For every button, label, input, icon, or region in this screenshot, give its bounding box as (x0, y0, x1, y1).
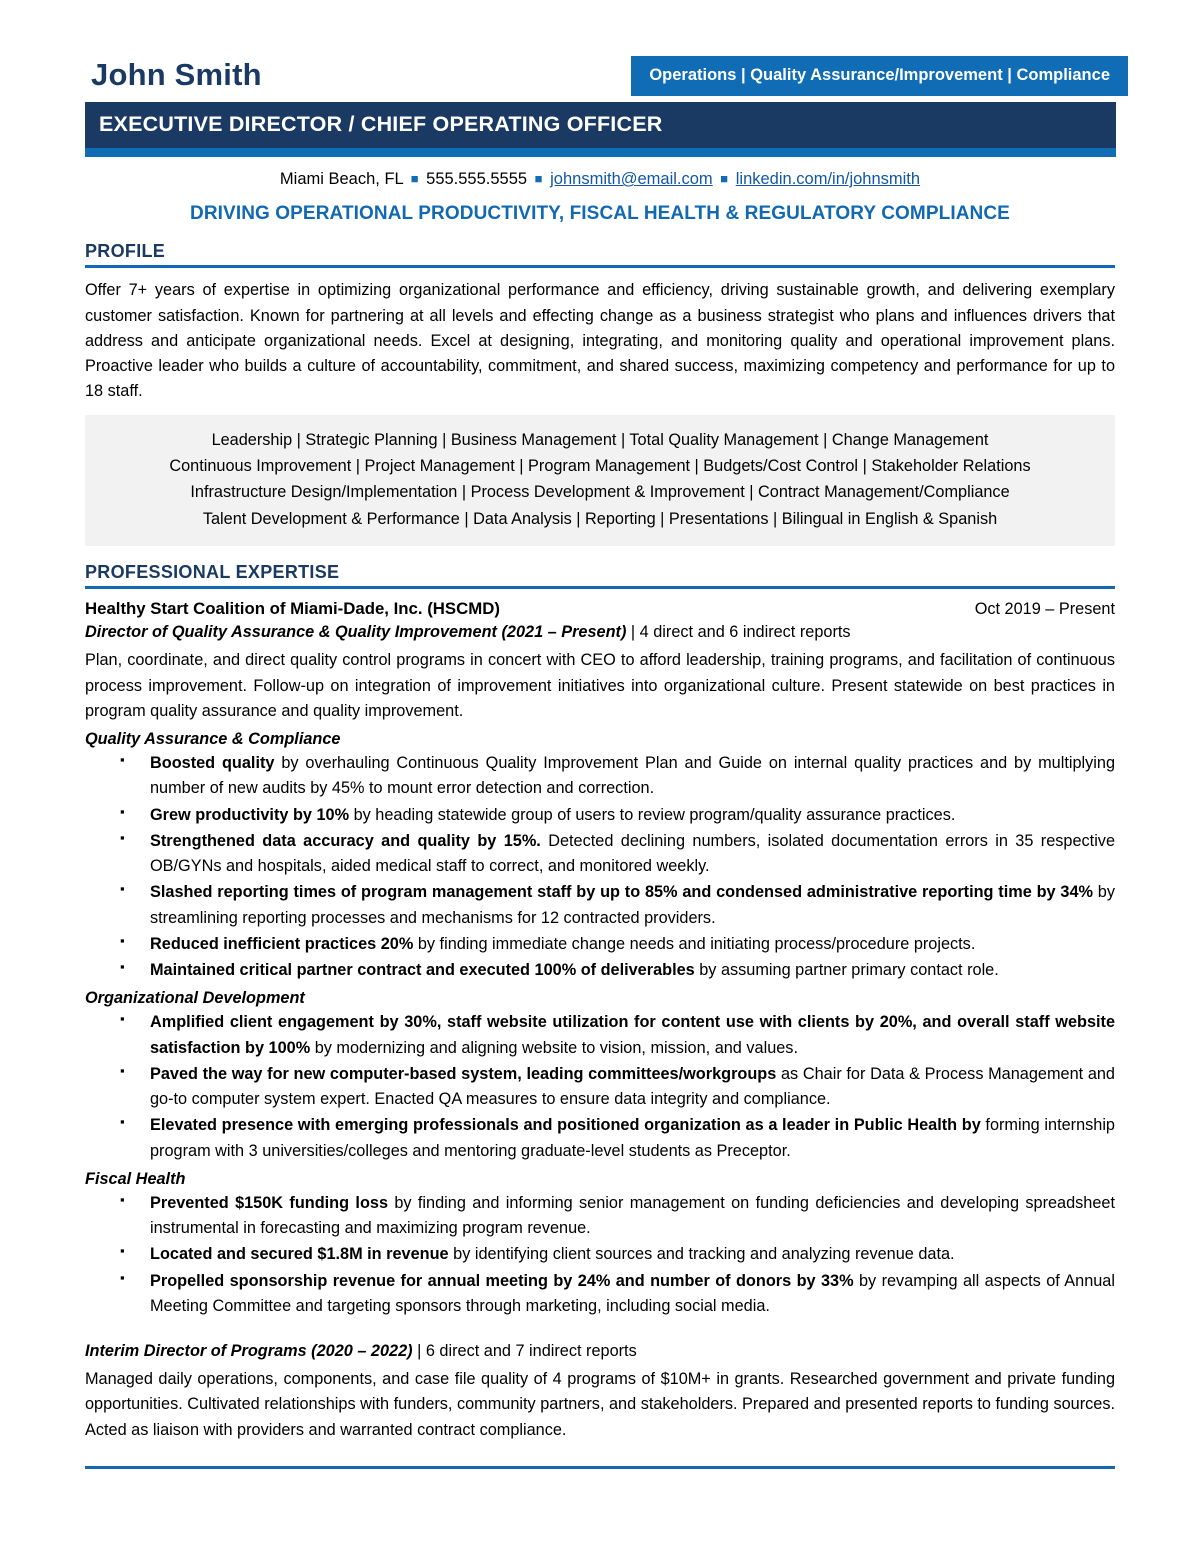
bullet-bold-lead: Paved the way for new computer-based system, leading committees/workgroups (150, 1064, 777, 1083)
bullet-text: by streamlining reporting processes and mechanisms for 12 contracted providers. (150, 883, 1115, 927)
job-group-bullets (85, 751, 1115, 983)
job-summary-secondary: Managed daily operations, components, and case file quality of 4 programs of $10M+ in grants. Researched government and private funding opportunities. Cultivated relationships with funders, community partners, and stakeholders. Prepared and presented reports to funding sources. Acted as liaison with providers and warranted contract compliance. (85, 1370, 1115, 1439)
job-role-reports: | 4 direct and 6 indirect reports (626, 623, 851, 642)
bullet-text: by revamping all aspects of Annual Meeting Committee and targeting sponsors through marketing, including social media. (150, 1271, 1115, 1315)
bullet-bold-lead: Prevented $150K funding loss (150, 1193, 388, 1212)
job-summary: Plan, coordinate, and direct quality control programs in concert with CEO to afford leadership, training programs, and facilitation of continuous process improvement. Follow-up on integration of improvement initiatives into organizational culture. Present statewide on best practices in program quality assurance and quality improvement. (85, 651, 1115, 720)
job-role-title: Director of Quality Assurance & Quality Improvement (2021 – Present) (85, 623, 627, 642)
bullet-bold-lead: Strengthened data accuracy and quality by 15%. (150, 831, 541, 850)
list-item (85, 1269, 1115, 1320)
skills-row: Talent Development & Performance | Data Analysis | Reporting | Presentations | Bilingual in English & Spanish (202, 509, 998, 528)
job-role-title-secondary: Interim Director of Programs (2020 – 2022) (85, 1342, 413, 1360)
header-headline: DRIVING OPERATIONAL PRODUCTIVITY, FISCAL HEALTH & REGULATORY COMPLIANCE (190, 203, 1010, 225)
contact-email-link[interactable]: johnsmith@email.com (550, 170, 713, 188)
bullet-bold-lead: Grew productivity by 10% (150, 805, 350, 824)
bullet-text: by modernizing and aligning website to vision, mission, and values. (310, 1038, 798, 1057)
page-title: John Smith (91, 57, 262, 92)
skills-row: Infrastructure Design/Implementation | Process Development & Improvement | Contract Management/Compliance (190, 483, 1010, 502)
bullet-bold-lead: Amplified client engagement by 30%, staff website utilization for content use with clients by 20%, and overall staff website satisfaction by 100% (150, 1013, 1115, 1057)
contact-line (85, 169, 1115, 190)
job-company: Healthy Start Coalition of Miami-Dade, Inc. (HSCMD) (85, 599, 500, 619)
job-role-reports-secondary: | 6 direct and 7 indirect reports (412, 1342, 637, 1360)
section-spacer (85, 1320, 1115, 1338)
name-row (85, 48, 1115, 102)
bullet-bold-lead: Located and secured $1.8M in revenue (150, 1245, 449, 1264)
bullet-text: by heading statewide group of users to review program/quality assurance practices. (349, 805, 956, 824)
job-group-bullets (85, 1191, 1115, 1319)
list-item (85, 1242, 1115, 1267)
resume-body (85, 241, 1115, 1442)
bullet-bold-lead: Elevated presence with emerging professionals and positioned organization as a leader in Public Health by (150, 1116, 981, 1135)
resume-header (85, 0, 1115, 225)
section-title-experience: PROFESSIONAL EXPERTISE (85, 562, 340, 583)
list-item (85, 880, 1115, 931)
core-skills-band (85, 415, 1115, 547)
contact-linkedin-link[interactable]: linkedin.com/in/johnsmith (735, 170, 921, 188)
list-item (85, 751, 1115, 802)
bullet-bold-lead: Maintained critical partner contract and executed 100% of deliverables (150, 961, 695, 979)
job-title-bar: EXECUTIVE DIRECTOR / CHIEF OPERATING OFFICER (85, 102, 1116, 148)
list-item (85, 932, 1115, 957)
bullet-bold-lead: Propelled sponsorship revenue for annual meeting by 24% and number of donors by 33% (150, 1271, 854, 1290)
bullet-text: Detected declining numbers, isolated documentation errors in 35 respective OB/GYNs and hospitals, aided medical staff to correct, and monitored weekly. (150, 831, 1116, 875)
blue-square-bullet-icon: ■ (720, 171, 729, 186)
contact-phone: 555.555.5555 (426, 170, 528, 188)
job-group-bullets (85, 1010, 1115, 1164)
bullet-text: by overhauling Continuous Quality Improvement Plan and Guide on internal quality practices and by multiplying number of new audits by 45% to mount error detection and correction. (150, 754, 1116, 798)
list-item (85, 958, 1115, 983)
section-rule-experience (85, 586, 1115, 589)
bullet-text: by assuming partner primary contact role. (694, 961, 999, 979)
section-rule-profile (85, 265, 1115, 268)
list-item (85, 1062, 1115, 1113)
job-group-title: Organizational Development (85, 989, 305, 1008)
list-item (85, 1010, 1115, 1061)
bullet-bold-lead: Boosted quality (150, 754, 275, 772)
job-group-title: Fiscal Health (85, 1169, 186, 1188)
bullet-text: by finding immediate change needs and initiating process/procedure projects. (413, 934, 976, 953)
bullet-text: by identifying client sources and tracking and analyzing revenue data. (448, 1245, 955, 1264)
profile-paragraph: Offer 7+ years of expertise in optimizing organizational performance and efficiency, driving sustainable growth, and delivering exemplary customer satisfaction. Known for partnering at all levels and effecting change as a business strategist who plans and influences drivers that address and anticipate organizational needs. Excel at designing, integrating, and monitoring quality and operational improvement plans. Proactive leader who builds a culture of accountability, commitment, and shared success, maximizing competency and performance for up to 18 staff. (85, 281, 1115, 401)
header-tagline-badge: Operations | Quality Assurance/Improvement | Compliance (631, 56, 1128, 96)
list-item (85, 1113, 1115, 1164)
page-bottom-rule (85, 1466, 1115, 1469)
bullet-bold-lead: Reduced inefficient practices 20% (150, 934, 414, 953)
blue-square-bullet-icon: ■ (534, 171, 543, 186)
skills-row: Leadership | Strategic Planning | Business Management | Total Quality Management | Change Management (211, 430, 989, 449)
job-dates: Oct 2019 – Present (974, 600, 1115, 619)
skills-row: Continuous Improvement | Project Management | Program Management | Budgets/Cost Control | Stakeholder Relations (169, 457, 1031, 476)
list-item (85, 1191, 1115, 1242)
list-item (85, 803, 1115, 828)
title-underbar-accent (85, 148, 1116, 157)
list-item (85, 829, 1115, 880)
job-role-line (85, 623, 1115, 642)
job-group-title: Quality Assurance & Compliance (85, 730, 341, 748)
blue-square-bullet-icon: ■ (410, 171, 419, 186)
section-title-profile: PROFILE (85, 241, 166, 262)
job-role-line-secondary (85, 1342, 1115, 1361)
job-header (85, 599, 1115, 619)
contact-location: Miami Beach, FL (279, 170, 404, 188)
bullet-text: forming internship program with 3 universities/colleges and mentoring graduate-level students as Preceptor. (150, 1116, 1115, 1160)
experience-entry (85, 599, 1115, 1443)
bullet-text: as Chair for Data & Process Management and go-to computer system expert. Enacted QA measures to ensure data integrity and compliance. (150, 1064, 1115, 1108)
bullet-bold-lead: Slashed reporting times of program management staff by up to 85% and condensed administrative reporting time by 34% (150, 883, 1093, 902)
bullet-text: by finding and informing senior management on funding deficiencies and developing spreadsheet instrumental in forecasting and maximizing program revenue. (150, 1193, 1115, 1237)
